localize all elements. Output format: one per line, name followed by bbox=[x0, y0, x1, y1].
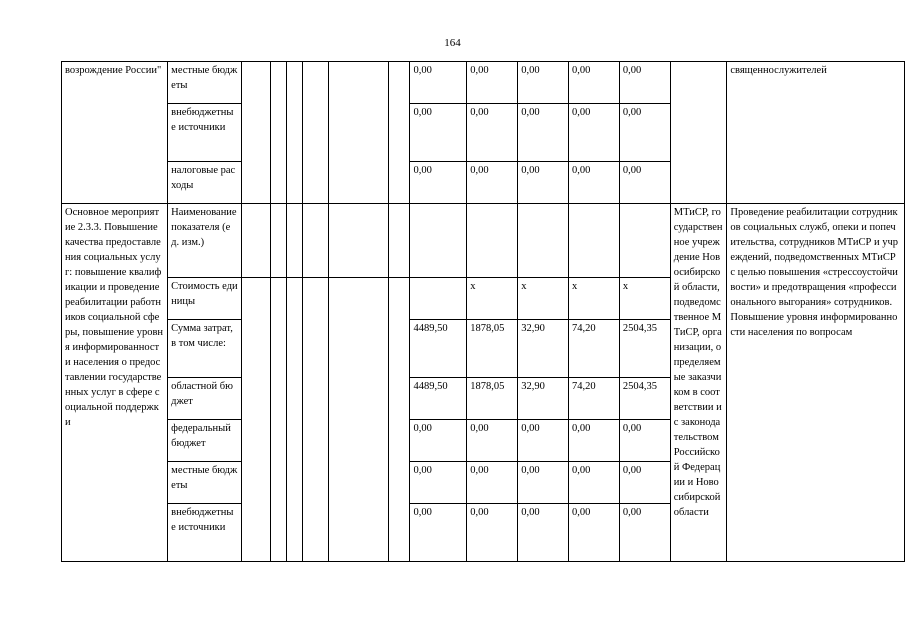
blank-cell bbox=[287, 62, 303, 204]
blank-cell bbox=[329, 204, 389, 278]
blank-cell bbox=[287, 278, 303, 562]
value-cell: 0,00 bbox=[569, 504, 620, 562]
value-cell: 74,20 bbox=[569, 378, 620, 420]
value-cell: 0,00 bbox=[467, 420, 518, 462]
funding-source-cell: налоговые расходы bbox=[168, 162, 242, 204]
value-cell: х bbox=[569, 278, 620, 320]
value-cell bbox=[467, 204, 518, 278]
table-row bbox=[62, 204, 905, 278]
value-cell: 0,00 bbox=[467, 62, 518, 104]
funding-source-cell: местные бюджеты bbox=[168, 62, 242, 104]
blank-cell bbox=[271, 62, 287, 204]
measure-name-cell: возрождение России" bbox=[62, 62, 168, 204]
blank-cell bbox=[287, 204, 303, 278]
result-cell: священнослужителей bbox=[727, 62, 905, 204]
blank-cell bbox=[388, 204, 410, 278]
value-cell: 0,00 bbox=[569, 162, 620, 204]
funding-source-cell: Сумма затрат, в том числе: bbox=[168, 320, 242, 378]
executor-cell: МТиСР, государственное учреждение Новосибирской области, подведомственное МТиСР, организации, определяемые заказчиком в соответствии и с законодательством Российской Федерации и Новосибирской области bbox=[670, 204, 727, 562]
value-cell: 0,00 bbox=[518, 420, 569, 462]
value-cell: 32,90 bbox=[518, 320, 569, 378]
funding-source-cell: областной бюджет bbox=[168, 378, 242, 420]
value-cell: 0,00 bbox=[569, 420, 620, 462]
blank-cell bbox=[303, 204, 329, 278]
funding-source-cell: внебюджетные источники bbox=[168, 104, 242, 162]
blank-cell bbox=[241, 62, 271, 204]
value-cell: 0,00 bbox=[518, 504, 569, 562]
result-cell: Проведение реабилитации сотрудников социальных служб, опеки и попечительства, сотрудников МТиСР и учреждений, подведомственных МТиСР с целью повышения «стрессоустойчивости» и предотвращения «профессионального выгорания» сотрудников. Повышение уровня информированности населения по вопросам bbox=[727, 204, 905, 562]
blank-cell bbox=[388, 278, 410, 562]
value-cell: 0,00 bbox=[467, 104, 518, 162]
value-cell: х bbox=[619, 278, 670, 320]
value-cell: 4489,50 bbox=[410, 320, 467, 378]
value-cell: 0,00 bbox=[619, 420, 670, 462]
value-cell: 4489,50 bbox=[410, 378, 467, 420]
value-cell: 0,00 bbox=[619, 162, 670, 204]
value-cell: 0,00 bbox=[467, 462, 518, 504]
value-cell: 0,00 bbox=[467, 504, 518, 562]
value-cell: х bbox=[518, 278, 569, 320]
value-cell: 0,00 bbox=[467, 162, 518, 204]
blank-cell bbox=[388, 62, 410, 204]
value-cell: 0,00 bbox=[518, 104, 569, 162]
funding-source-cell: местные бюджеты bbox=[168, 462, 242, 504]
value-cell: 74,20 bbox=[569, 320, 620, 378]
page-number: 164 bbox=[444, 37, 461, 49]
program-table bbox=[61, 61, 905, 562]
value-cell bbox=[619, 204, 670, 278]
value-cell: 0,00 bbox=[518, 162, 569, 204]
blank-cell bbox=[241, 204, 271, 278]
value-cell: 0,00 bbox=[569, 104, 620, 162]
value-cell: 1878,05 bbox=[467, 378, 518, 420]
value-cell bbox=[518, 204, 569, 278]
value-cell: х bbox=[467, 278, 518, 320]
blank-cell bbox=[271, 204, 287, 278]
funding-source-cell: Стоимость единицы bbox=[168, 278, 242, 320]
executor-cell bbox=[670, 62, 727, 204]
value-cell: 0,00 bbox=[619, 62, 670, 104]
value-cell: 0,00 bbox=[518, 62, 569, 104]
value-cell: 0,00 bbox=[569, 462, 620, 504]
funding-source-cell: федеральный бюджет bbox=[168, 420, 242, 462]
measure-name-cell: Основное мероприятие 2.3.3. Повышение качества предоставления социальных услуг: повышение квалификации и проведение реабилитации работников социальной сферы, повышение уровня информированности населения о предоставлении государственных услуг в сфере социальной поддержки bbox=[62, 204, 168, 562]
value-cell bbox=[410, 278, 467, 320]
value-cell: 0,00 bbox=[410, 420, 467, 462]
value-cell: 0,00 bbox=[410, 504, 467, 562]
blank-cell bbox=[303, 278, 329, 562]
value-cell: 0,00 bbox=[518, 462, 569, 504]
value-cell bbox=[410, 204, 467, 278]
value-cell: 0,00 bbox=[619, 104, 670, 162]
value-cell: 1878,05 bbox=[467, 320, 518, 378]
value-cell: 0,00 bbox=[410, 104, 467, 162]
blank-cell bbox=[329, 62, 389, 204]
value-cell: 2504,35 bbox=[619, 320, 670, 378]
value-cell: 0,00 bbox=[410, 162, 467, 204]
blank-cell bbox=[303, 62, 329, 204]
value-cell: 0,00 bbox=[619, 462, 670, 504]
value-cell bbox=[569, 204, 620, 278]
blank-cell bbox=[241, 278, 271, 562]
value-cell: 0,00 bbox=[410, 62, 467, 104]
blank-cell bbox=[329, 278, 389, 562]
table-row bbox=[62, 62, 905, 104]
indicator-cell: Наименование показателя (ед. изм.) bbox=[168, 204, 242, 278]
value-cell: 0,00 bbox=[569, 62, 620, 104]
value-cell: 0,00 bbox=[410, 462, 467, 504]
value-cell: 32,90 bbox=[518, 378, 569, 420]
blank-cell bbox=[271, 278, 287, 562]
value-cell: 0,00 bbox=[619, 504, 670, 562]
value-cell: 2504,35 bbox=[619, 378, 670, 420]
funding-source-cell: внебюджетные источники bbox=[168, 504, 242, 562]
